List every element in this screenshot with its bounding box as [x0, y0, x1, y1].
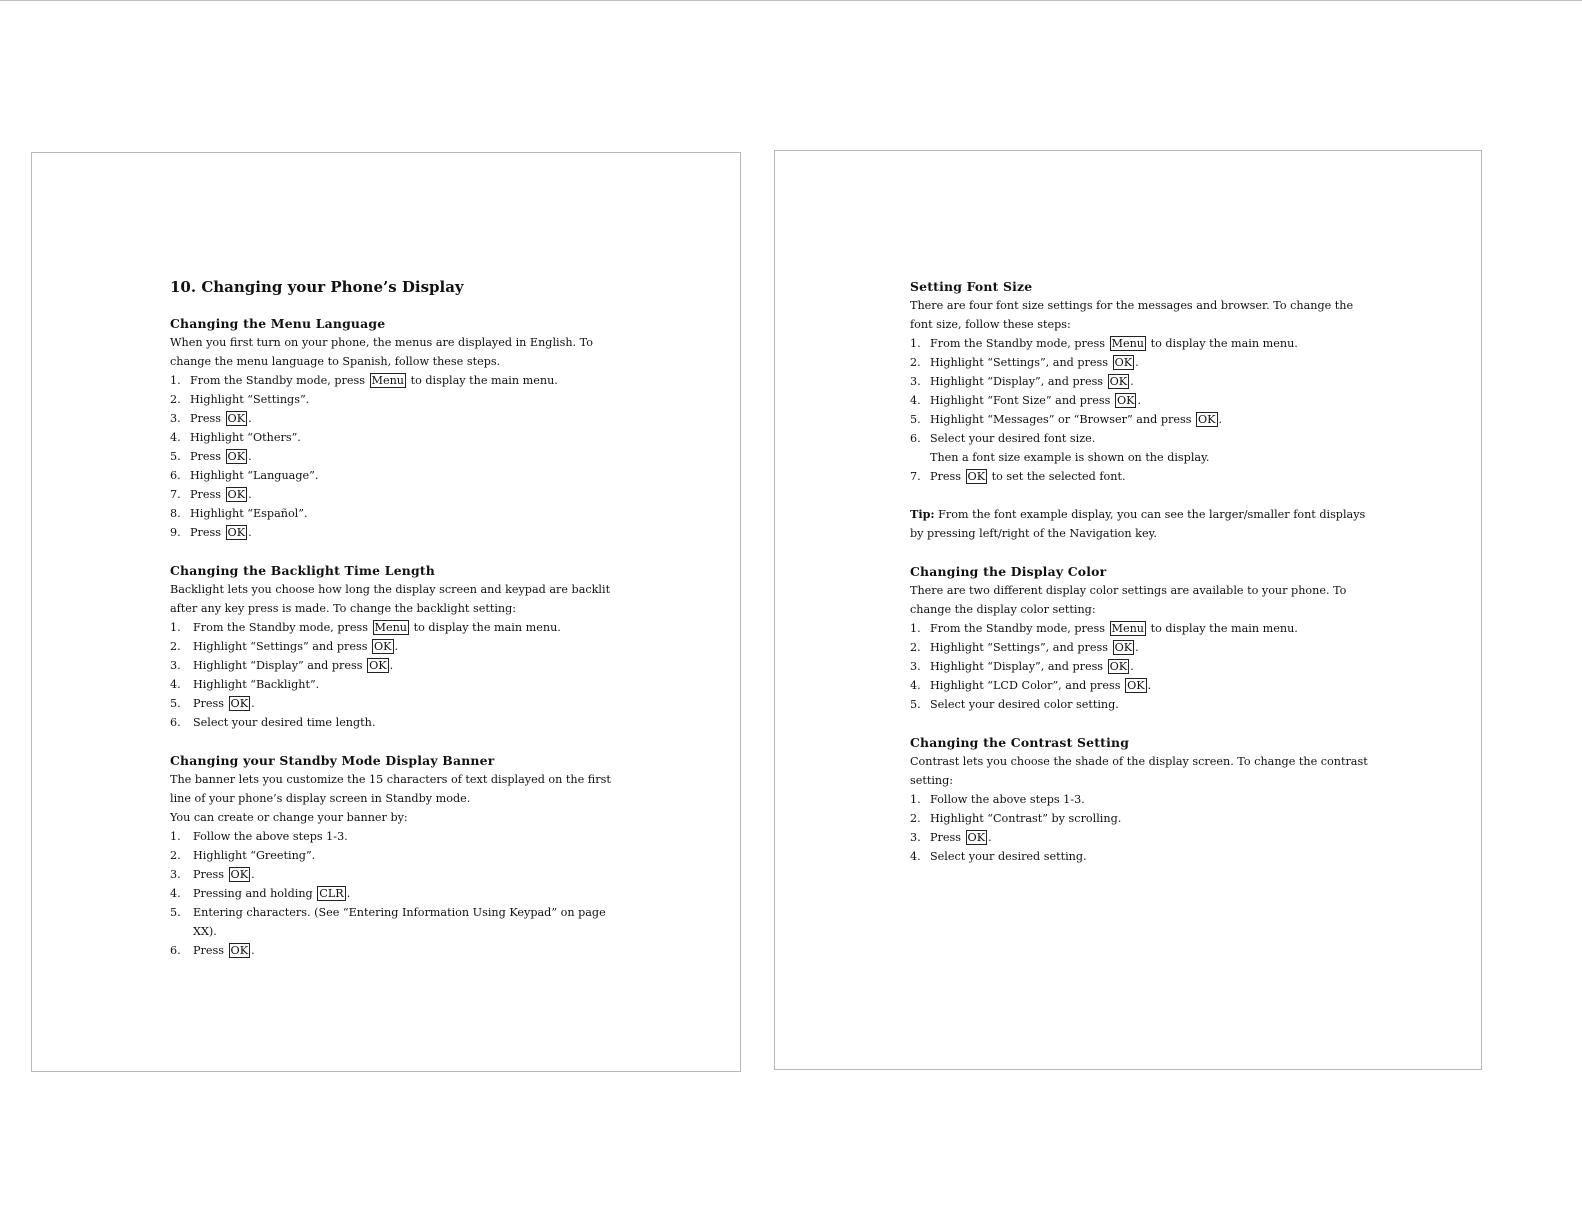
- step-text: [190, 504, 308, 523]
- step-text: [190, 428, 301, 447]
- step-text: [193, 941, 255, 960]
- step-text-before: Pressing and holding: [193, 887, 317, 900]
- step-text-before: Highlight “Español”.: [190, 507, 308, 520]
- step-text-before: From the Standby mode, press: [190, 374, 369, 387]
- step-text: [930, 657, 1134, 676]
- step-number: 6.: [170, 469, 181, 482]
- step-text: [930, 334, 1298, 353]
- step-text-after: .: [248, 450, 252, 463]
- step-number: 1.: [910, 622, 921, 635]
- list-item: [170, 523, 630, 542]
- list-item: [170, 713, 630, 732]
- step-number: 1.: [170, 621, 181, 634]
- step-number: 4.: [910, 679, 921, 692]
- list-item: [170, 504, 630, 523]
- step-text: [190, 447, 252, 466]
- key-label-ok: OK: [1198, 413, 1216, 426]
- list-item: [170, 390, 630, 409]
- step-text-before: Highlight “Others”.: [190, 431, 301, 444]
- step-text-after: .: [394, 640, 399, 653]
- steps-list: [170, 618, 630, 732]
- step-number: 4.: [170, 887, 181, 900]
- key-label-ok: OK: [1127, 679, 1145, 692]
- step-number: 2.: [170, 640, 181, 653]
- list-item: [910, 448, 1370, 467]
- key-label-menu: Menu: [371, 374, 405, 387]
- list-item: [170, 656, 630, 675]
- step-text: [930, 410, 1222, 429]
- step-text: [193, 865, 255, 884]
- step-text-before: Follow the above steps 1-3.: [193, 830, 348, 843]
- step-text-after: .: [251, 868, 255, 881]
- section-intro: Backlight lets you choose how long the display screen and keypad are backlit after any key press is made. To change the backlight setting:: [170, 583, 611, 615]
- key-label-ok: OK: [967, 831, 986, 844]
- list-item: [910, 657, 1370, 676]
- key-label-ok: OK: [227, 526, 246, 539]
- step-number: 8.: [170, 507, 181, 520]
- steps-list: [910, 334, 1370, 486]
- steps-list: [910, 790, 1370, 866]
- step-number: 9.: [170, 526, 181, 539]
- step-text: [190, 371, 558, 390]
- step-text-after: .: [251, 697, 255, 710]
- list-item: [910, 467, 1370, 486]
- list-item: [170, 827, 630, 846]
- list-item: [910, 638, 1370, 657]
- section-intro: There are four font size settings for the messages and browser. To change the font size, follow these steps:: [910, 299, 1354, 331]
- step-number: 3.: [910, 831, 921, 844]
- list-item: [170, 694, 630, 713]
- step-number: 2.: [910, 812, 921, 825]
- step-text: [193, 903, 630, 941]
- step-text-after: .: [1218, 413, 1223, 426]
- key-label-ok: OK: [1116, 394, 1135, 407]
- step-text-after: to display the main menu.: [410, 621, 561, 634]
- list-item: [910, 695, 1370, 714]
- step-number: 4.: [910, 394, 921, 407]
- list-item: [170, 903, 630, 941]
- step-text-after: .: [248, 412, 252, 425]
- step-number: 5.: [170, 697, 181, 710]
- step-text-after: .: [346, 887, 351, 900]
- step-number: 2.: [170, 849, 181, 862]
- list-item: [910, 809, 1370, 828]
- list-item: [910, 429, 1370, 448]
- step-text-before: Highlight “Settings”, and press: [930, 641, 1112, 654]
- step-number: 3.: [910, 660, 921, 673]
- step-text-before: Highlight “Display” and press: [193, 659, 367, 672]
- step-number: 2.: [910, 641, 921, 654]
- list-item: [170, 466, 630, 485]
- step-number: 2.: [910, 356, 921, 369]
- step-text-after: to set the selected font.: [988, 470, 1126, 483]
- step-text-after: .: [248, 488, 252, 501]
- step-text: [930, 695, 1119, 714]
- step-text-before: Select your desired time length.: [193, 716, 376, 729]
- step-text-before: Select your desired color setting.: [930, 698, 1119, 711]
- steps-list: [170, 827, 630, 960]
- step-text: [193, 713, 375, 732]
- step-text: [930, 828, 992, 847]
- step-text-before: Highlight “Display”, and press: [930, 375, 1107, 388]
- step-text-after: .: [1137, 394, 1142, 407]
- step-number: 5.: [170, 450, 181, 463]
- tip-label: Tip:: [910, 507, 935, 521]
- right-page: [774, 150, 1482, 1070]
- key-label-menu: Menu: [374, 621, 408, 634]
- step-text: [190, 409, 252, 428]
- step-text: [193, 637, 398, 656]
- step-number: 1.: [170, 374, 181, 387]
- step-text-before: Highlight “Messages” or “Browser” and press: [930, 413, 1196, 426]
- key-label-ok: OK: [227, 488, 246, 501]
- step-text-before: Press: [190, 412, 225, 425]
- list-item: [170, 884, 630, 903]
- step-number: 3.: [170, 412, 181, 425]
- key-label-ok: OK: [1114, 641, 1133, 654]
- section-intro: There are two different display color settings are available to your phone. To change the display color setting:: [910, 584, 1347, 616]
- step-text: [930, 391, 1141, 410]
- step-text-before: Highlight “Settings”, and press: [930, 356, 1112, 369]
- key-label-clr: CLR: [319, 887, 344, 900]
- step-note: Then a font size example is shown on the display.: [930, 451, 1210, 464]
- tip-paragraph: [910, 505, 1370, 543]
- key-label-ok: OK: [230, 697, 249, 710]
- list-item: [910, 334, 1370, 353]
- step-text-before: Highlight “Font Size” and press: [930, 394, 1114, 407]
- section-title: Changing the Backlight Time Length: [170, 563, 435, 578]
- list-item: [910, 372, 1370, 391]
- step-number: 5.: [170, 906, 181, 919]
- step-text-before: Highlight “Display”, and press: [930, 660, 1107, 673]
- step-number: 4.: [910, 850, 921, 863]
- step-number: 1.: [910, 793, 921, 806]
- steps-list: [170, 371, 630, 542]
- step-text-before: Highlight “Greeting”.: [193, 849, 316, 862]
- step-text: [190, 390, 309, 409]
- list-item: [170, 618, 630, 637]
- list-item: [170, 637, 630, 656]
- list-item: [170, 409, 630, 428]
- key-label-ok: OK: [1109, 375, 1128, 388]
- list-item: [170, 447, 630, 466]
- step-number: 3.: [170, 659, 181, 672]
- step-text-before: Highlight “Settings”.: [190, 393, 310, 406]
- list-item: [170, 428, 630, 447]
- key-label-menu: Menu: [1111, 622, 1145, 635]
- step-number: 5.: [910, 698, 921, 711]
- step-text-after: to display the main menu.: [1147, 337, 1298, 350]
- step-text: [930, 847, 1087, 866]
- step-text-before: Press: [193, 697, 228, 710]
- list-item: [910, 676, 1370, 695]
- step-text: [930, 353, 1139, 372]
- list-item: [170, 675, 630, 694]
- step-text-before: Highlight “Settings” and press: [193, 640, 371, 653]
- key-label-ok: OK: [230, 944, 249, 957]
- step-number: 6.: [170, 716, 181, 729]
- section-intro-2: You can create or change your banner by:: [170, 811, 408, 824]
- step-number: 1.: [910, 337, 921, 350]
- list-item: [910, 391, 1370, 410]
- section-intro: Contrast lets you choose the shade of the display screen. To change the contrast setting:: [910, 755, 1368, 787]
- step-text: [190, 485, 252, 504]
- step-text: [193, 694, 255, 713]
- list-item: [910, 410, 1370, 429]
- key-label-ok: OK: [1114, 356, 1133, 369]
- key-label-ok: OK: [227, 412, 246, 425]
- list-item: [170, 846, 630, 865]
- section-title: Changing the Contrast Setting: [910, 735, 1130, 750]
- step-number: 3.: [910, 375, 921, 388]
- section-display-color: [910, 562, 1370, 714]
- step-number: 4.: [170, 431, 181, 444]
- list-item: [910, 619, 1370, 638]
- key-label-ok: OK: [369, 659, 387, 672]
- step-text-before: Press: [190, 488, 225, 501]
- step-number: 6.: [170, 944, 181, 957]
- step-number: 2.: [170, 393, 181, 406]
- step-text-after: to display the main menu.: [407, 374, 558, 387]
- list-item: [910, 790, 1370, 809]
- step-text: [930, 372, 1134, 391]
- step-number: 4.: [170, 678, 181, 691]
- step-number: 3.: [170, 868, 181, 881]
- key-label-ok: OK: [227, 450, 246, 463]
- step-text: [193, 827, 348, 846]
- step-text: [930, 638, 1139, 657]
- step-text-after: .: [248, 526, 252, 539]
- step-text-before: From the Standby mode, press: [930, 337, 1109, 350]
- step-text: [930, 676, 1151, 695]
- step-text-before: Highlight “Language”.: [190, 469, 319, 482]
- step-text-before: Press: [193, 944, 228, 957]
- section-contrast: [910, 733, 1370, 866]
- step-text-before: Entering characters. (See “Entering Information Using Keypad” on page XX).: [193, 906, 606, 938]
- section-title: Setting Font Size: [910, 279, 1033, 294]
- step-number: 6.: [910, 432, 921, 445]
- list-item: [170, 371, 630, 390]
- step-number: 5.: [910, 413, 921, 426]
- left-page: [31, 152, 741, 1072]
- step-text-before: Press: [190, 526, 225, 539]
- step-text: [930, 790, 1085, 809]
- step-number: 7.: [910, 470, 921, 483]
- step-text-before: Select your desired font size.: [930, 432, 1096, 445]
- step-text-after: .: [1135, 641, 1139, 654]
- step-text: [930, 619, 1298, 638]
- list-item: [910, 828, 1370, 847]
- section-font-size: [910, 277, 1370, 486]
- step-text-before: Select your desired setting.: [930, 850, 1087, 863]
- step-text-after: .: [988, 831, 992, 844]
- step-text-after: .: [1147, 679, 1152, 692]
- chapter-title: 10. Changing your Phone’s Display: [170, 278, 464, 296]
- step-text-before: Highlight “Backlight”.: [193, 678, 320, 691]
- section-title: Changing the Menu Language: [170, 316, 386, 331]
- steps-list: [910, 619, 1370, 714]
- list-item: [910, 847, 1370, 866]
- step-text-before: Follow the above steps 1-3.: [930, 793, 1085, 806]
- step-text-before: Press: [190, 450, 225, 463]
- list-item: [910, 353, 1370, 372]
- step-text: [930, 429, 1095, 448]
- section-backlight: [170, 561, 630, 732]
- step-text-before: Highlight “Contrast” by scrolling.: [930, 812, 1122, 825]
- step-text: [930, 809, 1121, 828]
- step-text-before: Press: [193, 868, 228, 881]
- step-text-before: Press: [930, 831, 965, 844]
- section-menu-language: [170, 314, 630, 542]
- step-text-before: Press: [930, 470, 965, 483]
- step-number: 7.: [170, 488, 181, 501]
- step-text: [930, 467, 1126, 486]
- key-label-ok: OK: [967, 470, 986, 483]
- step-text-after: to display the main menu.: [1147, 622, 1298, 635]
- section-intro: When you first turn on your phone, the menus are displayed in English. To change the menu language to Spanish, follow these steps.: [170, 336, 593, 368]
- step-text: [190, 523, 252, 542]
- step-number: 1.: [170, 830, 181, 843]
- step-number-spacer: [910, 448, 930, 467]
- step-text: [193, 675, 319, 694]
- left-page-content: [170, 277, 630, 979]
- list-item: [170, 865, 630, 884]
- tip-text: From the font example display, you can see the larger/smaller font displays by pressing left/right of the Navigation key.: [910, 508, 1366, 540]
- step-text-after: .: [251, 944, 255, 957]
- list-item: [170, 485, 630, 504]
- step-text-after: .: [1130, 660, 1134, 673]
- key-label-ok: OK: [374, 640, 392, 653]
- step-text: [193, 846, 315, 865]
- step-text-after: .: [1130, 375, 1134, 388]
- section-intro: The banner lets you customize the 15 characters of text displayed on the first line of your phone’s display screen in Standby mode.: [170, 773, 611, 805]
- right-page-content: [910, 277, 1370, 885]
- section-standby-banner: [170, 751, 630, 960]
- top-rule: [0, 0, 1582, 1]
- step-text: [193, 618, 561, 637]
- step-text: [193, 656, 393, 675]
- step-text-before: From the Standby mode, press: [193, 621, 372, 634]
- list-item: [170, 941, 630, 960]
- key-label-ok: OK: [230, 868, 249, 881]
- step-text: [193, 884, 350, 903]
- key-label-ok: OK: [1109, 660, 1128, 673]
- step-text-after: .: [389, 659, 394, 672]
- section-title: Changing your Standby Mode Display Banner: [170, 753, 495, 768]
- section-title: Changing the Display Color: [910, 564, 1107, 579]
- step-text-before: Highlight “LCD Color”, and press: [930, 679, 1125, 692]
- step-text-after: .: [1135, 356, 1139, 369]
- step-text-before: From the Standby mode, press: [930, 622, 1109, 635]
- step-text: [190, 466, 318, 485]
- key-label-menu: Menu: [1111, 337, 1145, 350]
